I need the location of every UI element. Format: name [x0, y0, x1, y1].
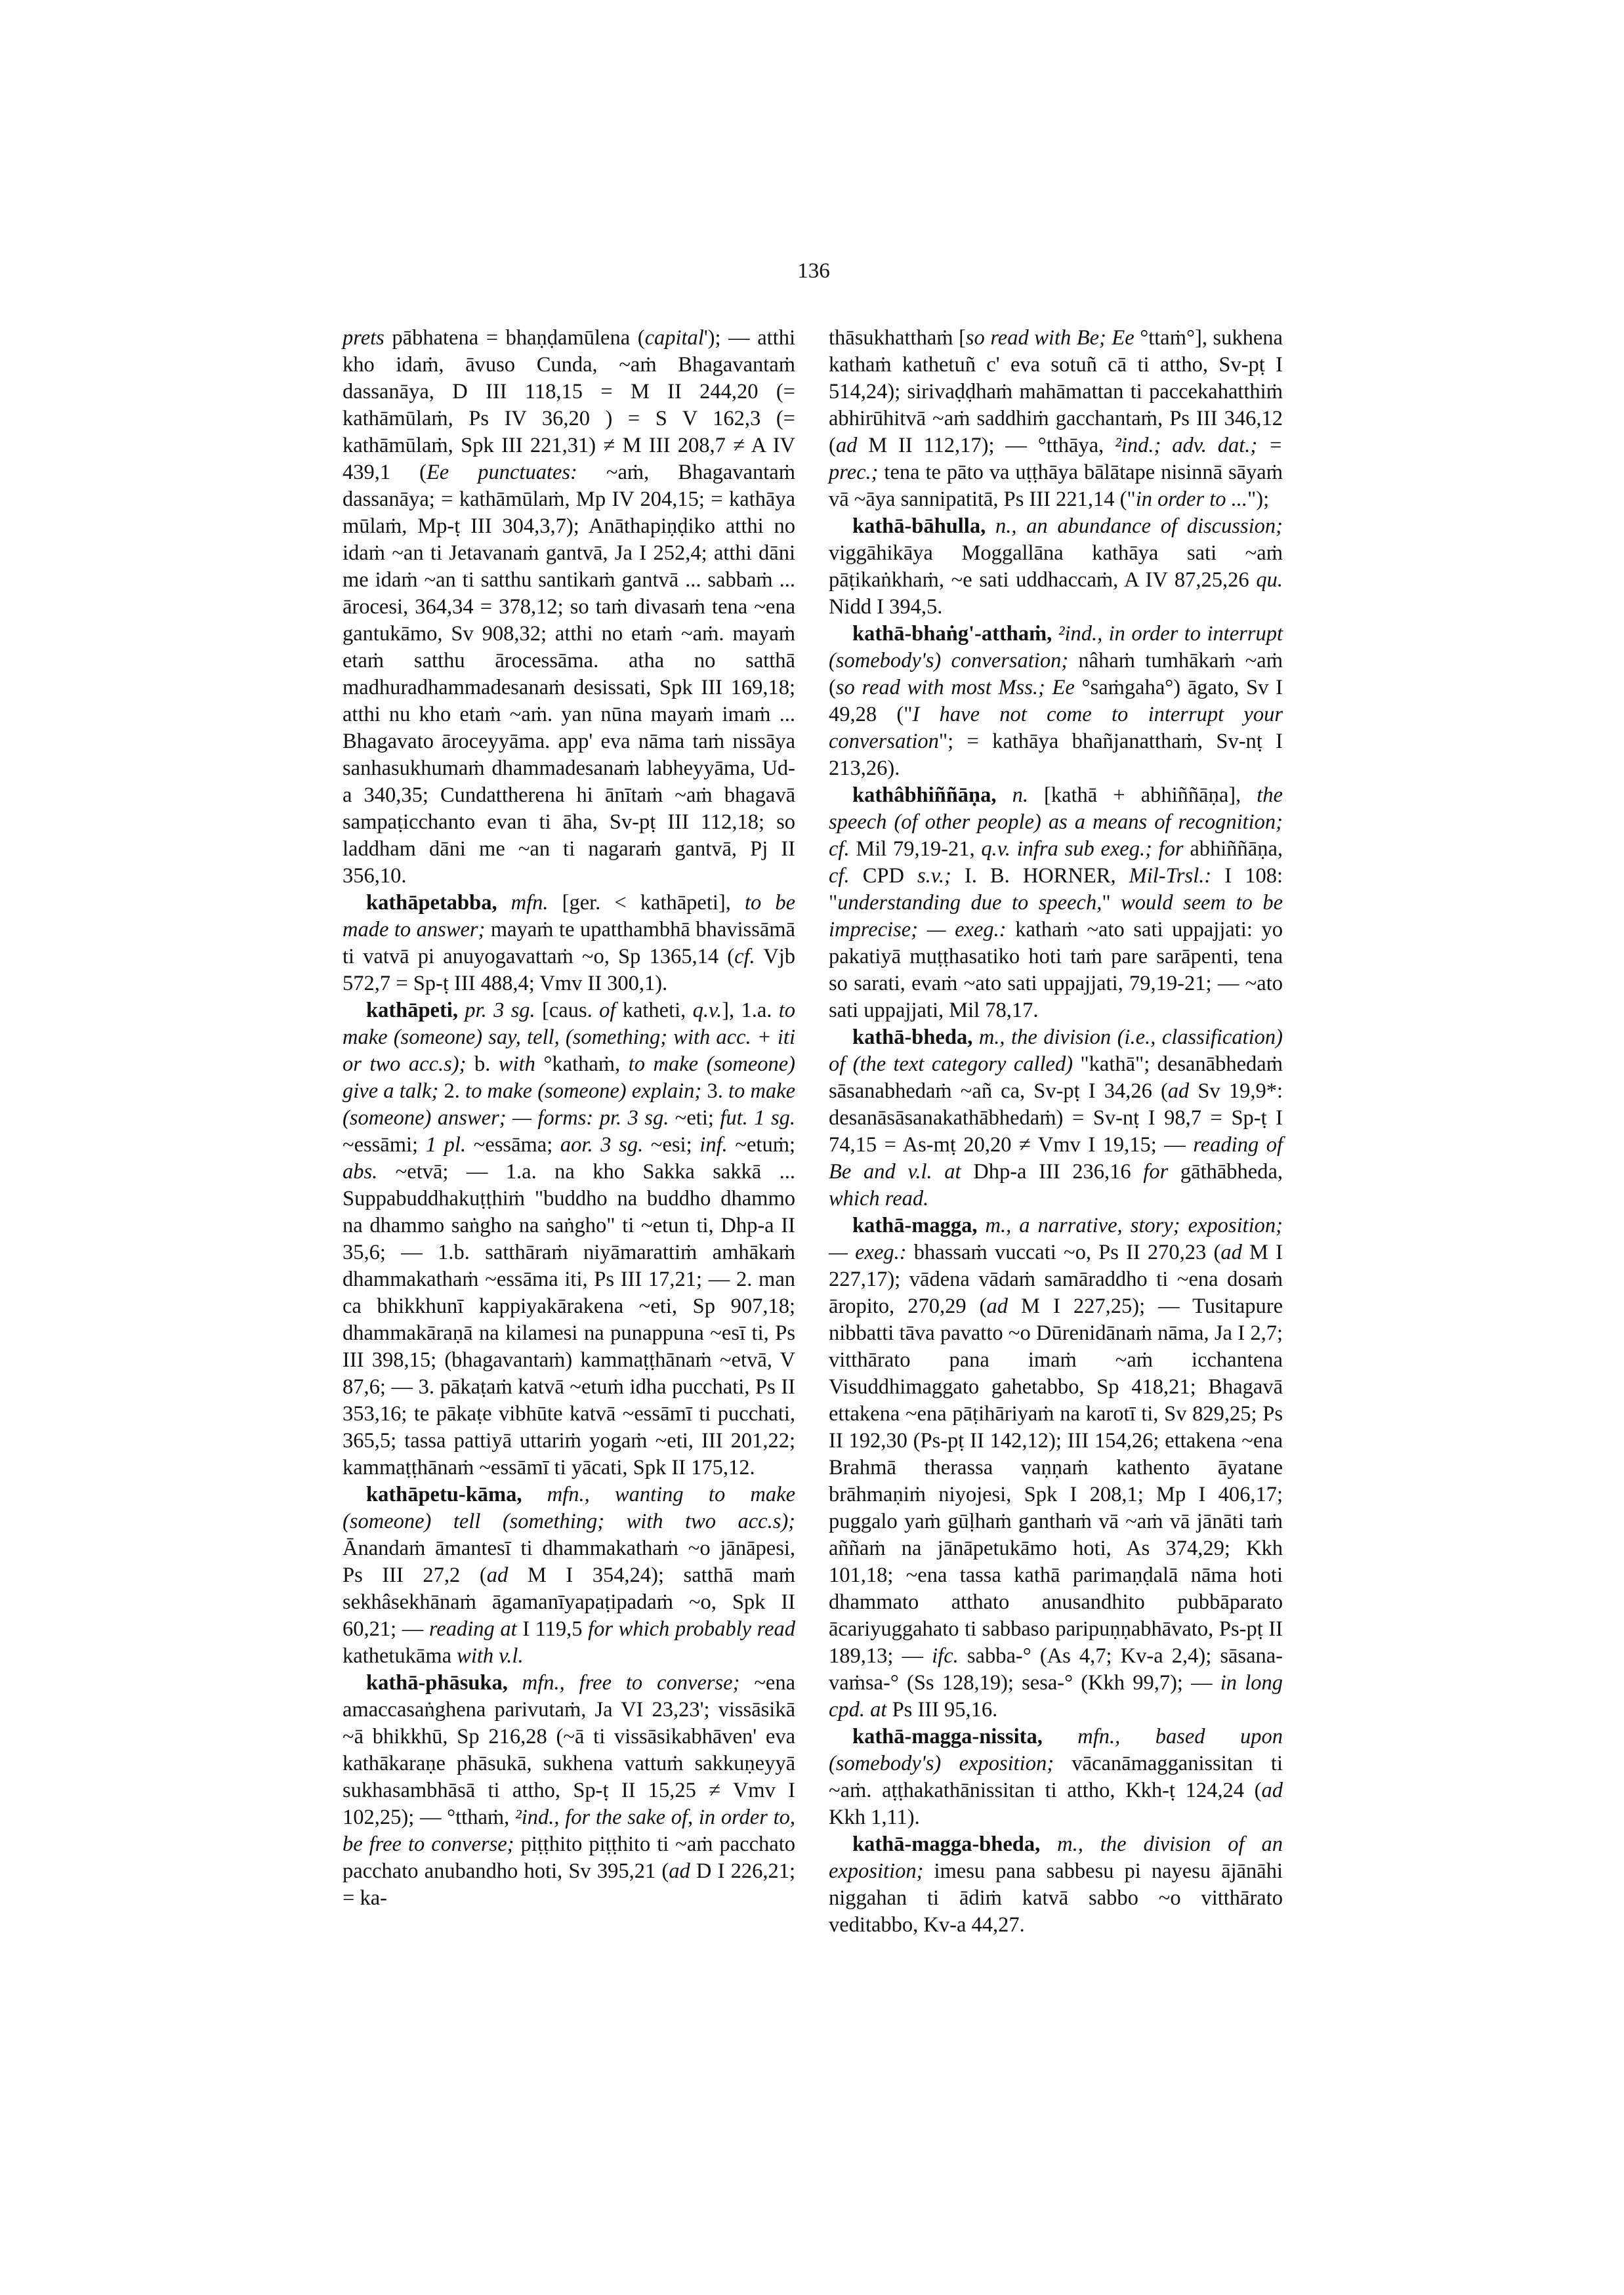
entry-gloss: m., a narrative, story; exposition; — exeg.:	[829, 1214, 1283, 1264]
entry-gloss: inf.	[692, 1133, 728, 1157]
entry-gloss: ²ind.; adv. dat.; = prec.;	[829, 434, 1283, 484]
entry-gloss: cf.	[734, 945, 755, 968]
dictionary-entry	[829, 1831, 1283, 1939]
entry-text: M II 112,17); — °tthāya,	[857, 434, 1115, 457]
entry-gloss: mfn., free to converse;	[507, 1671, 740, 1695]
entry-gloss: which read.	[829, 1187, 929, 1210]
entry-gloss: to make (someone) say, tell, (something; with acc. + iti or two acc.s);	[343, 999, 796, 1076]
entry-text: D I 226,21; = ka-	[343, 1859, 795, 1910]
entry-text: I 119,5	[516, 1617, 589, 1641]
entry-headword: kathâbhiññāṇa,	[852, 783, 997, 807]
entry-headword: kathāpetabba,	[366, 891, 497, 915]
entry-text: I. B. HORNER,	[951, 864, 1129, 888]
entry-text: Ps III 95,16.	[886, 1698, 998, 1722]
dictionary-entry	[829, 1024, 1283, 1212]
entry-gloss: Ee punctuates:	[426, 461, 577, 484]
entry-headword: kathāpetu-kāma,	[366, 1483, 522, 1506]
entry-text: ~aṁ, Bhagavantaṁ dassanāya; = kathāmūlaṁ, Mp IV 204,15; = kathāya mūlaṁ, Mp-ṭ III 304,3,7); Anāthapiṇḍiko atthi no idaṁ ~an ti Jetavanaṁ gantvā, Ja I 252,4; atthi dāni me idaṁ ~an ti satthu santikaṁ gantvā ... sabbaṁ ... ārocesi, 364,34 = 378,12; so taṁ divasaṁ tena ~ena gantukāmo, Sv 908,32; atthi no etaṁ ~aṁ. mayaṁ etaṁ satthu ārocessāma. atha no satthā madhuradhammadesanaṁ desissati, Spk III 169,18; atthi nu kho etaṁ ~aṁ. yan nūna mayaṁ imaṁ ... Bhagavato āroceyyāma. app' eva nāma taṁ nissāya sanhasukhumaṁ dhammadesanaṁ labheyyāma, Ud-a 340,35; Cundattherena hi ānītaṁ ~aṁ bhagavā sampaṭicchanto evan ti āha, Sv-pṭ III 112,18; so laddham dāni me ~an ti nagaraṁ gantvā, Pj II 356,10.	[343, 461, 795, 888]
entry-gloss: n.	[996, 783, 1045, 807]
dictionary-entry	[829, 621, 1283, 782]
entry-continuation	[829, 325, 1283, 513]
entry-text: "	[1102, 891, 1121, 915]
right-column	[829, 325, 1283, 1939]
entry-text: b.	[466, 1052, 491, 1076]
entry-text: ~etuṁ;	[727, 1133, 796, 1157]
entry-gloss: qu.	[1256, 568, 1283, 592]
entry-gloss: q.v. infra sub exeg.; for	[981, 837, 1184, 861]
entry-text: katheti,	[622, 999, 686, 1022]
entry-text: CPD	[849, 864, 918, 888]
entry-headword: kathā-magga-nissita,	[852, 1725, 1043, 1748]
entry-gloss: ad	[1261, 1779, 1283, 1802]
entry-gloss: s.v.;	[917, 864, 951, 888]
entry-text: Mil 79,19-21,	[849, 837, 982, 861]
dictionary-entry	[829, 513, 1283, 621]
entry-text: ], 1.a.	[722, 999, 772, 1022]
entry-gloss: Mil-Trsl.:	[1129, 864, 1212, 888]
entry-gloss: with v.l.	[457, 1644, 524, 1668]
entry-gloss: ad	[1220, 1241, 1242, 1264]
entry-text: Dhp-a III 236,16	[961, 1160, 1144, 1184]
entry-headword: kathā-phāsuka,	[366, 1671, 508, 1695]
dictionary-entry	[343, 1481, 795, 1670]
entry-text: ~etvā; — 1.a. na kho Sakka sakkā ... Suppabuddhakuṭṭhiṁ "buddho na buddho dhammo na dhammo saṅgho na saṅgho" ti ~etun ti, Dhp-a II 35,6; — 1.b. satthāraṁ niyāmarattiṁ amhākaṁ dhammakathaṁ ~essāma iti, Ps III 17,21; — 2. man ca bhikkhunī kappiyakārakena ~eti, Sp 907,18; dhammakāraṇā na kilamesi na punappuna ~esī ti, Ps III 398,15; (bhagavantaṁ) kammaṭṭhānaṁ ~etvā, V 87,6; — 3. pākaṭaṁ katvā ~etuṁ idha pucchati, Ps II 353,16; te pākaṭe vibhūte katvā ~essāmī ti pucchati, 365,5; tassa pattiyā uttariṁ yogaṁ ~eti, III 201,22; kammaṭṭhānaṁ ~essāmī ti yācati, Spk II 175,12.	[343, 1160, 795, 1479]
entry-text: viggāhikāya Moggallāna kathāya sati ~aṁ pāṭikaṅkhaṁ, ~e sati uddhaccaṁ, A IV 87,25,26	[829, 541, 1283, 592]
entry-headword: kathā-bāhulla,	[852, 514, 986, 538]
entry-text: Ānandaṁ āmantesī ti dhammakathaṁ ~o jānāpesi, Ps III 27,2 (	[343, 1537, 795, 1587]
entry-gloss: abs.	[343, 1160, 378, 1184]
dictionary-entry	[829, 1724, 1283, 1831]
entry-text: piṭṭhito piṭṭhito ti ~aṁ pacchato pacchato anubandho hoti, Sv 395,21 (	[343, 1832, 795, 1883]
entry-gloss: to make (someone) explain;	[459, 1079, 702, 1103]
entry-gloss: ad	[486, 1563, 509, 1587]
entry-gloss: q.v.	[686, 999, 722, 1022]
entry-text: pābhatena = bhaṇḍamūlena (	[384, 326, 645, 350]
entry-gloss: m., the division (i.e., classification) of (the text category called)	[829, 1025, 1283, 1076]
entry-text: mayaṁ te upatthambhā bhavissāmā ti vatvā pi anuyogavattaṁ ~o, Sp 1365,14 (	[343, 918, 795, 968]
entry-text: ~eti;	[669, 1106, 714, 1130]
entry-headword: kathāpeti,	[366, 999, 458, 1022]
entry-gloss: fut. 1 sg.	[713, 1106, 795, 1130]
entry-text: M I 227,17); vādena vādaṁ samāraddho ti ~ena dosaṁ āropito, 270,29 (	[829, 1241, 1283, 1318]
entry-gloss: to make (someone) give a talk;	[343, 1052, 795, 1103]
entry-gloss: n., an abundance of discussion;	[986, 514, 1283, 538]
entry-gloss: ad	[669, 1859, 690, 1883]
entry-gloss: so read with Be; Ee	[965, 326, 1135, 350]
entry-text: imesu pana sabbesu pi nayesu ājānāhi niggahan ti ādiṁ katvā sabbo ~o vitthārato veditabbo, Kv-a 44,27.	[829, 1859, 1283, 1937]
entry-gloss: mfn., wanting to make (someone) tell (something; with two acc.s);	[343, 1483, 795, 1533]
entry-text: vācanāmagganissitan ti ~aṁ. aṭṭhakathānissitan ti attho, Kkh-ṭ 124,24 (	[829, 1752, 1283, 1802]
entry-gloss: ifc.	[932, 1644, 959, 1668]
entry-text: [kathā + abhiññāṇa],	[1044, 783, 1241, 807]
entry-text: Kkh 1,11).	[829, 1806, 920, 1829]
entry-text: ");	[1247, 487, 1270, 511]
entry-gloss: I have not come to interrupt your conversation	[829, 703, 1283, 753]
entry-text: °kathaṁ,	[543, 1052, 621, 1076]
entry-gloss: ad	[1167, 1079, 1190, 1103]
entry-gloss: m., the division of an exposition;	[829, 1832, 1283, 1883]
entry-gloss: pr. 3 sg.	[457, 999, 543, 1022]
entry-gloss: to make (someone) answer; — forms: pr. 3 sg.	[343, 1079, 796, 1130]
entry-text: abhiññāṇa,	[1183, 837, 1283, 861]
entry-gloss: with	[490, 1052, 544, 1076]
entry-text: "; = kathāya bhañjanatthaṁ, Sv-nṭ I 213,26).	[829, 730, 1283, 780]
entry-text: ~essāmi;	[343, 1133, 419, 1157]
entry-text: '); — atthi kho idaṁ, āvuso Cunda, ~aṁ Bhagavantaṁ dassanāya, D III 118,15 = M II 244,20 (= kathāmūlaṁ, Ps IV 36,20 ) = S V 162,3 (= kathāmūlaṁ, Spk III 221,31) ≠ M III 208,7 ≠ A IV 439,1 (	[343, 326, 795, 484]
entry-gloss: aor. 3 sg.	[552, 1133, 644, 1157]
entry-text: ~esi;	[643, 1133, 692, 1157]
entry-gloss: in long cpd. at	[829, 1671, 1283, 1722]
entry-text: sabba-° (As 4,7; Kv-a 2,4); sāsana-vaṁsa-° (Ss 128,19); sesa-° (Kkh 99,7); —	[829, 1644, 1283, 1695]
dictionary-entry	[829, 1212, 1283, 1724]
entry-headword: kathā-bheda,	[852, 1025, 973, 1049]
entry-gloss: in order to ...	[1135, 487, 1248, 511]
dictionary-entry	[343, 890, 795, 997]
page-number: 136	[797, 259, 830, 283]
entry-text: °ttaṁ°], sukhena kathaṁ kathetuñ c' eva sotuñ cā ti attho, Sv-pṭ I 514,24); sirivaḍḍhaṁ mahāmattan ti paccekahatthiṁ abhirūhitvā ~aṁ saddhiṁ gacchantaṁ, Ps III 346,12 (	[829, 326, 1283, 457]
entry-text: bhassaṁ vuccati ~o, Ps II 270,23 (	[906, 1241, 1221, 1264]
entry-gloss: capital	[644, 326, 704, 350]
entry-text: 3.	[701, 1079, 723, 1103]
entry-text: 2.	[438, 1079, 460, 1103]
entry-headword: kathā-bhaṅg'-atthaṁ,	[852, 622, 1052, 646]
entry-text: tena te pāto va uṭṭhāya bālātape nisinnā sāyaṁ vā ~āya sannipatitā, Ps III 221,14 ("	[829, 461, 1283, 511]
entry-text: Vjb 572,7 = Sp-ṭ III 488,4; Vmv II 300,1).	[343, 945, 795, 995]
entry-text: kathetukāma	[343, 1644, 457, 1668]
entry-text: °saṁgaha°) āgato, Sv I 49,28 ("	[829, 676, 1283, 726]
dictionary-entry	[343, 1670, 795, 1912]
entry-headword: kathā-magga,	[852, 1214, 978, 1237]
entry-gloss: would seem to be imprecise; — exeg.:	[829, 891, 1283, 941]
entry-gloss: to be made to answer;	[343, 891, 796, 941]
entry-text: kathaṁ ~ato sati uppajjati: yo pakatiyā muṭṭhasatiko hoti taṁ pare sarāpenti, tena so sarati, evaṁ ~ato sati uppajjati, 79,19-21; — ~ato sati uppajjati, Mil 78,17.	[829, 918, 1283, 1022]
entry-gloss: ²ind., for the sake of, in order to, be free to converse;	[343, 1806, 795, 1856]
entry-gloss: for which probably read	[588, 1617, 796, 1641]
dictionary-entry	[343, 997, 795, 1481]
entry-text: M I 227,25); — Tusitapure nibbatti tāva pavatto ~o Dūrenidānaṁ nāma, Ja I 2,7; vitthārato pana imaṁ ~aṁ icchantena Visuddhimaggato gahetabbo, Sp 418,21; Bhagavā ettakena ~ena pāṭihāriyaṁ na karotī ti, Sv 829,25; Ps II 192,30 (Ps-pṭ II 142,12); III 154,26; ettakena ~ena Brahmā therassa vaṇṇaṁ kathento āyatane brāhmaṇiṁ niyojesi, Spk I 208,1; Mp I 406,17; puggalo yaṁ gūḷhaṁ ganthaṁ vā ~aṁ vā jānāti taṁ aññaṁ na jānāpetukāmo hoti, As 374,29; Kkh 101,18; ~ena tassa kathā parimaṇḍalā nāma hoti dhammato atthato anusandhito pubbāparato ācariyuggahato ti sabbaso paripuṇṇabhāvato, Ps-pṭ II 189,13; —	[829, 1294, 1283, 1668]
entry-gloss: 1 pl.	[418, 1133, 467, 1157]
entry-gloss: the speech (of other people) as a means of recognition; cf.	[829, 783, 1283, 861]
entry-text: nâhaṁ tumhākaṁ ~aṁ (	[829, 649, 1283, 699]
entry-text: thāsukhatthaṁ [	[829, 326, 966, 350]
entry-text: I 108: "	[829, 864, 1283, 915]
entry-gloss: cf.	[829, 864, 850, 888]
entry-gloss: mfn., based upon (somebody's) exposition;	[829, 1725, 1283, 1775]
entry-text: "kathā"; desanābhedaṁ sāsanabhedaṁ ~añ ca, Sv-pṭ I 34,26 (	[829, 1052, 1283, 1103]
entry-gloss: mfn.	[497, 891, 562, 915]
entry-headword: kathā-magga-bheda,	[852, 1832, 1041, 1856]
entry-continuation	[343, 325, 795, 890]
entry-gloss: for	[1143, 1160, 1169, 1184]
entry-text: ~essāma;	[466, 1133, 553, 1157]
dictionary-entry	[829, 782, 1283, 1024]
entry-gloss: of	[592, 999, 623, 1022]
entry-text: Nidd I 394,5.	[829, 595, 943, 619]
entry-gloss: reading at	[428, 1617, 517, 1641]
entry-gloss: ad	[835, 434, 858, 457]
entry-gloss: prets	[343, 326, 385, 350]
entry-gloss: understanding due to speech,	[837, 891, 1102, 915]
entry-gloss: so read with most Mss.; Ee	[835, 676, 1075, 699]
entry-text: Sv 19,9*: desanāsāsanakathābhedaṁ) = Sv-nṭ I 98,7 = Sp-ṭ I 74,15 = As-mṭ 20,20 ≠ Vmv I 19,15; —	[829, 1079, 1283, 1157]
entry-text: [ger. < kathāpeti],	[562, 891, 731, 915]
entry-text: ~ena amaccasaṅghena parivutaṁ, Ja VI 23,23'; vissāsikā ~ā bhikkhū, Sp 216,28 (~ā ti vissāsikabhāven' eva kathākaraṇe phāsukā, sukhena vattuṁ sakkuṇeyyā sukhasambhāsā ti attho, Sp-ṭ II 15,25 ≠ Vmv I 102,25); — °tthaṁ,	[343, 1671, 796, 1829]
entry-text: M I 354,24); satthā maṁ sekhâsekhānaṁ āgamanīyapaṭipadaṁ ~o, Spk II 60,21; —	[343, 1563, 795, 1641]
entry-gloss: reading of Be and v.l. at	[829, 1133, 1283, 1184]
entry-text: gāthābheda,	[1168, 1160, 1283, 1184]
entry-gloss: ad	[986, 1294, 1008, 1318]
entry-gloss: ²ind., in order to interrupt (somebody's) conversation;	[829, 622, 1283, 672]
entry-text: [caus.	[542, 999, 593, 1022]
left-column	[343, 325, 795, 1912]
